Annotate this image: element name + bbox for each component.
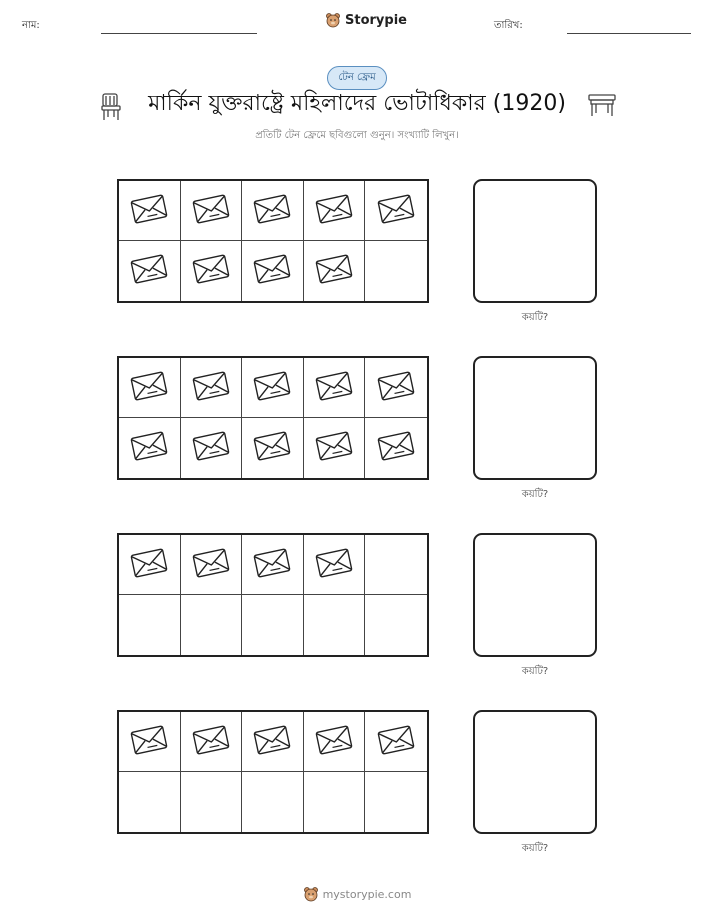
envelope-icon [129,191,169,231]
ten-frame-1 [117,179,429,303]
envelope-icon [191,545,231,585]
frame-cell [304,535,366,595]
frame-cell [242,181,304,241]
date-field[interactable] [567,33,691,34]
frame-cell [242,418,304,478]
answer-box-4[interactable] [473,710,597,834]
frame-cell [365,418,427,478]
frame-cell [304,418,366,478]
frame-cell [365,241,427,301]
frame-cell [181,595,243,655]
brand-logo [325,12,407,28]
envelope-icon [252,251,292,291]
frame-cell [119,712,181,772]
envelope-icon [252,191,292,231]
frame-cell [242,595,304,655]
frame-cell [242,241,304,301]
footer [0,886,714,902]
frame-cell [181,772,243,832]
bear-logo-icon [303,886,319,902]
envelope-icon [252,722,292,762]
footer-url: mystorypie.com [322,887,412,901]
frame-cell [242,535,304,595]
envelope-icon [129,722,169,762]
answer-box-2[interactable] [473,356,597,480]
ten-frame-4 [117,710,429,834]
brand-name: Storypie [345,12,407,28]
frame-cell [242,358,304,418]
envelope-icon [376,368,416,408]
frame-cell [304,358,366,418]
envelope-icon [314,251,354,291]
envelope-icon [376,722,416,762]
frame-cell [365,181,427,241]
frame-cell [181,418,243,478]
envelope-icon [191,722,231,762]
frame-cell [119,772,181,832]
envelope-icon [314,428,354,468]
ten-frame-3 [117,533,429,657]
envelope-icon [129,545,169,585]
envelope-icon [191,191,231,231]
frame-cell [304,241,366,301]
frame-cell [304,595,366,655]
frame-cell [242,772,304,832]
envelope-icon [129,251,169,291]
envelope-icon [376,428,416,468]
envelope-icon [252,368,292,408]
frame-cell [119,535,181,595]
name-field[interactable] [101,33,257,34]
frame-cell [119,358,181,418]
ten-frame-badge: টেন ফ্রেম [327,66,387,90]
frame-cell [181,535,243,595]
envelope-icon [314,368,354,408]
envelope-icon [129,368,169,408]
envelope-icon [252,545,292,585]
frame-cell [181,181,243,241]
frame-cell [365,358,427,418]
bear-logo-icon [325,12,341,28]
how-many-label: কয়টি? [521,666,549,677]
envelope-icon [191,368,231,408]
envelope-icon [376,191,416,231]
envelope-icon [252,428,292,468]
frame-cell [181,712,243,772]
date-label: তারিখ: [494,20,523,31]
ten-frame-2 [117,356,429,480]
frame-cell [365,772,427,832]
frame-cell [119,595,181,655]
frame-cell [365,595,427,655]
envelope-icon [129,428,169,468]
envelope-icon [191,251,231,291]
frame-cell [304,712,366,772]
envelope-icon [191,428,231,468]
how-many-label: কয়টি? [521,312,549,323]
envelope-icon [314,191,354,231]
how-many-label: কয়টি? [521,489,549,500]
answer-box-1[interactable] [473,179,597,303]
page-title: মার্কিন যুক্তরাষ্ট্রে মহিলাদের ভোটাধিকার (1920) [148,91,566,116]
frame-cell [365,535,427,595]
envelope-icon [314,545,354,585]
instructions: প্রতিটি টেন ফ্রেমে ছবিগুলো গুনুন। সংখ্যাটি লিখুন। [255,130,459,141]
how-many-label: কয়টি? [521,843,549,854]
frame-cell [304,772,366,832]
frame-cell [181,358,243,418]
frame-cell [242,712,304,772]
answer-box-3[interactable] [473,533,597,657]
frame-cell [365,712,427,772]
envelope-icon [314,722,354,762]
frame-cell [181,241,243,301]
frame-cell [119,241,181,301]
frame-cell [119,181,181,241]
name-label: নাম: [22,20,40,31]
table-icon [587,92,617,118]
frame-cell [119,418,181,478]
frame-cell [304,181,366,241]
